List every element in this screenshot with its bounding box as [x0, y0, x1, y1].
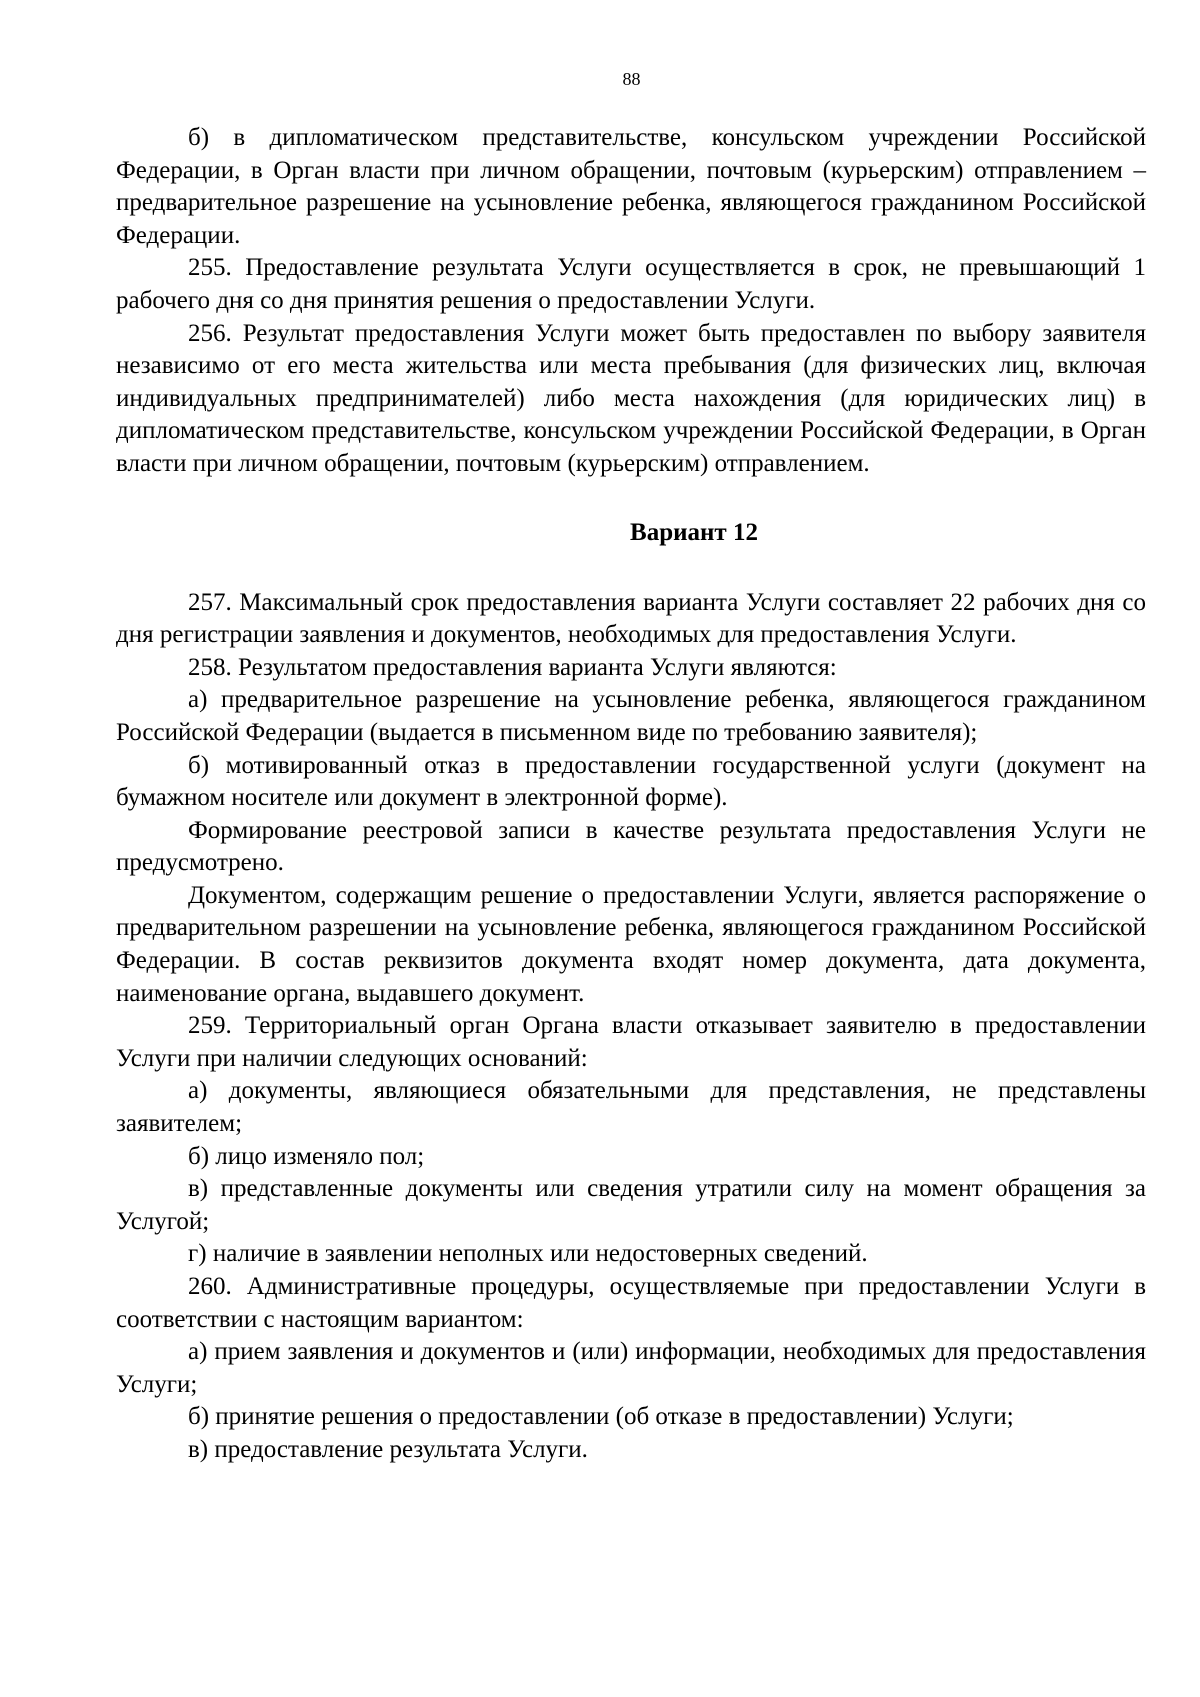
paragraph-258-b: б) мотивированный отказ в предоставлении государственной услуги (документ на бумажном носителе или документ в электронной форме).	[116, 751, 1146, 812]
document-body	[116, 122, 1146, 1467]
paragraph-b-diplomatic: б) в дипломатическом представительстве, консульском учреждении Российской Федерации, в Орган власти при личном обращении, почтовым (курьерским) отправлением – предварительное разрешение на усыновление ребенка, являющегося гражданином Российской Федерации.	[116, 124, 1146, 249]
paragraph-decision-document: Документом, содержащим решение о предоставлении Услуги, является распоряжение о предварительном разрешении на усыновление ребенка, являющегося гражданином Российской Федерации. В состав реквизитов документа входят номер документа, дата документа, наименование органа, выдавшего документ.	[116, 881, 1146, 1007]
page-number: 88	[622, 69, 641, 89]
paragraph-registry-record: Формирование реестровой записи в качестве результата предоставления Услуги не предусмотрено.	[116, 816, 1146, 877]
paragraph-259: 259. Территориальный орган Органа власти отказывает заявителю в предоставлении Услуги при наличии следующих оснований:	[116, 1012, 1146, 1072]
paragraph-258-a: а) предварительное разрешение на усыновление ребенка, являющегося гражданином Российской Федерации (выдается в письменном виде по требованию заявителя);	[116, 686, 1146, 746]
spacer	[116, 481, 1146, 517]
paragraph-255: 255. Предоставление результата Услуги осуществляется в срок, не превышающий 1 рабочего дня со дня принятия решения о предоставлении Услуги.	[116, 254, 1146, 314]
paragraph-259-b: б) лицо изменяло пол;	[188, 1142, 425, 1170]
paragraph-258: 258. Результатом предоставления варианта Услуги являются:	[188, 653, 837, 681]
paragraph-259-a: а) документы, являющиеся обязательными для представления, не представлены заявителем;	[116, 1077, 1146, 1138]
paragraph-259-v: в) представленные документы или сведения утратили силу на момент обращения за Услугой;	[116, 1175, 1146, 1235]
paragraph-256: 256. Результат предоставления Услуги может быть предоставлен по выбору заявителя независимо от его места жительства или места пребывания (для физических лиц, включая индивидуальных предпринимателей) либо места нахождения (для юридических лиц) в дипломатическом представительстве, консульском учреждении Российской Федерации, в Орган власти при личном обращении, почтовым (курьерским) отправлением.	[116, 319, 1146, 477]
section-title: Вариант 12	[630, 518, 758, 546]
paragraph-260: 260. Административные процедуры, осуществляемые при предоставлении Услуги в соответствии с настоящим вариантом:	[116, 1273, 1146, 1333]
spacer	[116, 549, 1146, 587]
paragraph-260-b: б) принятие решения о предоставлении (об отказе в предоставлении) Услуги;	[188, 1403, 1014, 1431]
paragraph-260-v: в) предоставление результата Услуги.	[188, 1435, 588, 1463]
paragraph-259-g: г) наличие в заявлении неполных или недостоверных сведений.	[188, 1240, 868, 1268]
paragraph-257: 257. Максимальный срок предоставления варианта Услуги составляет 22 рабочих дня со дня регистрации заявления и документов, необходимых для предоставления Услуги.	[116, 588, 1146, 649]
paragraph-260-a: а) прием заявления и документов и (или) информации, необходимых для предоставления Услуги;	[116, 1338, 1146, 1398]
